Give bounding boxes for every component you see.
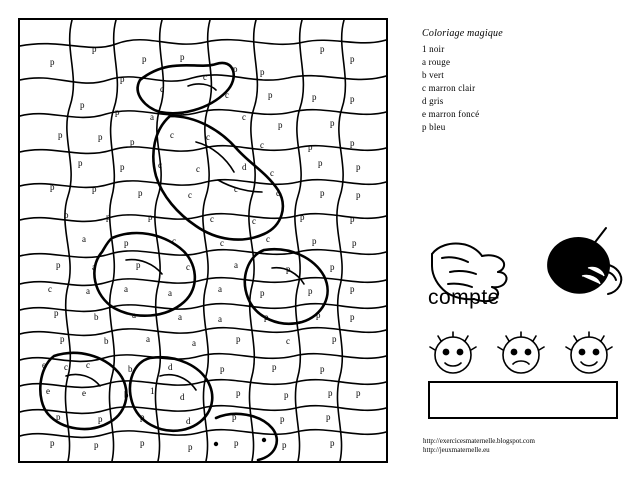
cell-letter: p: [300, 212, 305, 222]
cell-letter: p: [320, 44, 325, 54]
cell-letter: a: [234, 260, 238, 270]
cell-letter: p: [233, 64, 238, 74]
cell-letter: c: [276, 188, 280, 198]
cell-letter: c: [170, 130, 174, 140]
cell-letter: p: [260, 67, 265, 77]
legend-item-marron-clair: c marron clair: [422, 83, 476, 93]
cell-letter: p: [286, 264, 291, 274]
cell-letter: a: [218, 314, 222, 324]
cell-letter: a: [168, 288, 172, 298]
cell-letter: b: [94, 312, 99, 322]
cell-letter: p: [330, 118, 335, 128]
cell-letter: p: [136, 260, 141, 270]
cell-letter: c: [188, 190, 192, 200]
legend-item-rouge: a rouge: [422, 57, 451, 67]
cell-letter: p: [356, 162, 361, 172]
cell-letter: p: [106, 212, 111, 222]
cell-letter: p: [58, 130, 63, 140]
cell-letter: p: [92, 184, 97, 194]
cell-letter: p: [148, 212, 153, 222]
cell-letter: p: [264, 312, 269, 322]
cell-letter: p: [350, 94, 355, 104]
legend-item-vert: b vert: [422, 70, 444, 80]
cell-letter: p: [56, 260, 61, 270]
cell-letter: p: [350, 54, 355, 64]
answer-box[interactable]: [428, 381, 618, 419]
cell-letter: p: [318, 158, 323, 168]
cell-letter: c: [260, 140, 264, 150]
cell-letter: c: [203, 72, 207, 82]
cell-letter: p: [220, 364, 225, 374]
cell-letter: p: [54, 308, 59, 318]
cell-letter: b: [128, 364, 133, 374]
cell-letter: c: [206, 132, 210, 142]
cell-letter: c: [172, 236, 176, 246]
cell-letter: p: [312, 92, 317, 102]
cell-letter: c: [48, 284, 52, 294]
face-icon-3: [566, 332, 612, 373]
face-icon-1: [430, 332, 476, 373]
cell-letter: p: [356, 388, 361, 398]
cell-letter: a: [86, 286, 90, 296]
cell-letter: p: [282, 440, 287, 450]
cell-letter: c: [286, 336, 290, 346]
cell-letter: p: [356, 190, 361, 200]
cell-letter: p: [350, 214, 355, 224]
cell-letter: p: [50, 57, 55, 67]
cell-letter: d: [186, 416, 191, 426]
cell-letter: p: [350, 138, 355, 148]
cell-letter: a: [124, 284, 128, 294]
cell-letter: c: [270, 168, 274, 178]
cell-letter: p: [268, 90, 273, 100]
cell-letter: p: [56, 412, 61, 422]
cell-letter: d: [180, 392, 185, 402]
cell-letter: p: [78, 158, 83, 168]
instruction-word: compte: [428, 286, 500, 309]
cell-letter: e: [42, 360, 46, 370]
cell-letter: c: [64, 362, 68, 372]
cell-letter: a: [146, 334, 150, 344]
cell-letter: p: [332, 334, 337, 344]
cell-letter: p: [80, 100, 85, 110]
cell-letter: p: [326, 412, 331, 422]
picture-svg: [20, 20, 386, 461]
cell-letter: p: [98, 132, 103, 142]
cell-letter: c: [242, 112, 246, 122]
cell-letter: c: [225, 90, 229, 100]
cell-letter: p: [180, 52, 185, 62]
cell-letter: p: [236, 388, 241, 398]
cell-letter: p: [284, 390, 289, 400]
cell-letter: p: [142, 54, 147, 64]
cell-letter: p: [120, 74, 125, 84]
cell-letter: p: [140, 438, 145, 448]
cell-letter: d: [168, 362, 173, 372]
legend-item-gris: d gris: [422, 96, 444, 106]
cell-letter: a: [82, 234, 86, 244]
legend-item-marron-fonce: e marron foncé: [422, 109, 480, 119]
cell-letter: p: [308, 286, 313, 296]
legend-item-bleu: p bleu: [422, 122, 446, 132]
cell-letter: a: [132, 310, 136, 320]
cell-letter: c: [196, 164, 200, 174]
cell-letter: c: [186, 262, 190, 272]
legend-title: Coloriage magique: [422, 28, 503, 39]
face-icon-2: [498, 332, 544, 373]
cell-letter-group: [42, 44, 361, 452]
cell-letter: b: [104, 336, 109, 346]
cell-letter: p: [234, 438, 239, 448]
cell-letter: c: [266, 234, 270, 244]
cell-letter: p: [140, 412, 145, 422]
cell-letter: p: [272, 362, 277, 372]
cell-letter: d: [242, 162, 247, 172]
legend-item-noir: 1 noir: [422, 44, 445, 54]
cell-letter: p: [98, 414, 103, 424]
url-blogspot[interactable]: http://exercicesmaternelle.blogspot.com: [423, 437, 535, 445]
cell-letter: c: [252, 216, 256, 226]
cell-letter: c: [86, 360, 90, 370]
url-jeuxmaternelle[interactable]: http://jeuxmaternelle.eu: [423, 446, 490, 454]
cell-letter: p: [120, 162, 125, 172]
cell-letter: p: [320, 364, 325, 374]
cell-letter: c: [180, 110, 184, 120]
cell-letter: p: [316, 310, 321, 320]
cell-letter: b: [124, 390, 129, 400]
cell-letter: e: [82, 388, 86, 398]
cell-letter: p: [352, 238, 357, 248]
cell-letter: p: [350, 284, 355, 294]
cell-letter: p: [330, 438, 335, 448]
legend-block: [422, 28, 622, 134]
cell-letter: c: [160, 84, 164, 94]
ink-blot-with-pen: [547, 228, 621, 294]
cell-letter: p: [115, 107, 120, 117]
cell-letter: c: [220, 238, 224, 248]
faces-row: [423, 330, 623, 378]
cell-letter: p: [278, 120, 283, 130]
cell-letter: p: [280, 414, 285, 424]
cell-letter: p: [50, 182, 55, 192]
cell-letter: p: [50, 438, 55, 448]
cell-letter: c: [210, 214, 214, 224]
cell-letter: p: [236, 334, 241, 344]
cell-letter: a: [92, 262, 96, 272]
cell-letter: p: [138, 188, 143, 198]
cell-letter: a: [192, 338, 196, 348]
cell-letter: p: [320, 188, 325, 198]
magic-colouring-picture: [18, 18, 388, 463]
cell-letter: p: [60, 334, 65, 344]
cell-letter: p: [330, 262, 335, 272]
cell-letter: p: [64, 210, 69, 220]
cell-letter: p: [328, 388, 333, 398]
cell-letter: c: [158, 160, 162, 170]
cell-letter: c: [234, 184, 238, 194]
cell-letter: p: [94, 440, 99, 450]
cell-letter: p: [350, 312, 355, 322]
cell-letter: p: [124, 238, 129, 248]
cell-letter: a: [178, 312, 182, 322]
cell-letter: p: [312, 236, 317, 246]
cell-letter: 1: [150, 386, 155, 396]
cell-letter: e: [46, 386, 50, 396]
cell-letter: p: [92, 44, 97, 54]
cell-letter: p: [188, 442, 193, 452]
cell-letter: p: [308, 142, 313, 152]
cell-letter: a: [218, 284, 222, 294]
cell-letter: p: [260, 288, 265, 298]
cell-letter: p: [130, 137, 135, 147]
source-urls: [423, 437, 633, 455]
cell-letter: a: [150, 112, 154, 122]
cell-letter: p: [232, 412, 237, 422]
